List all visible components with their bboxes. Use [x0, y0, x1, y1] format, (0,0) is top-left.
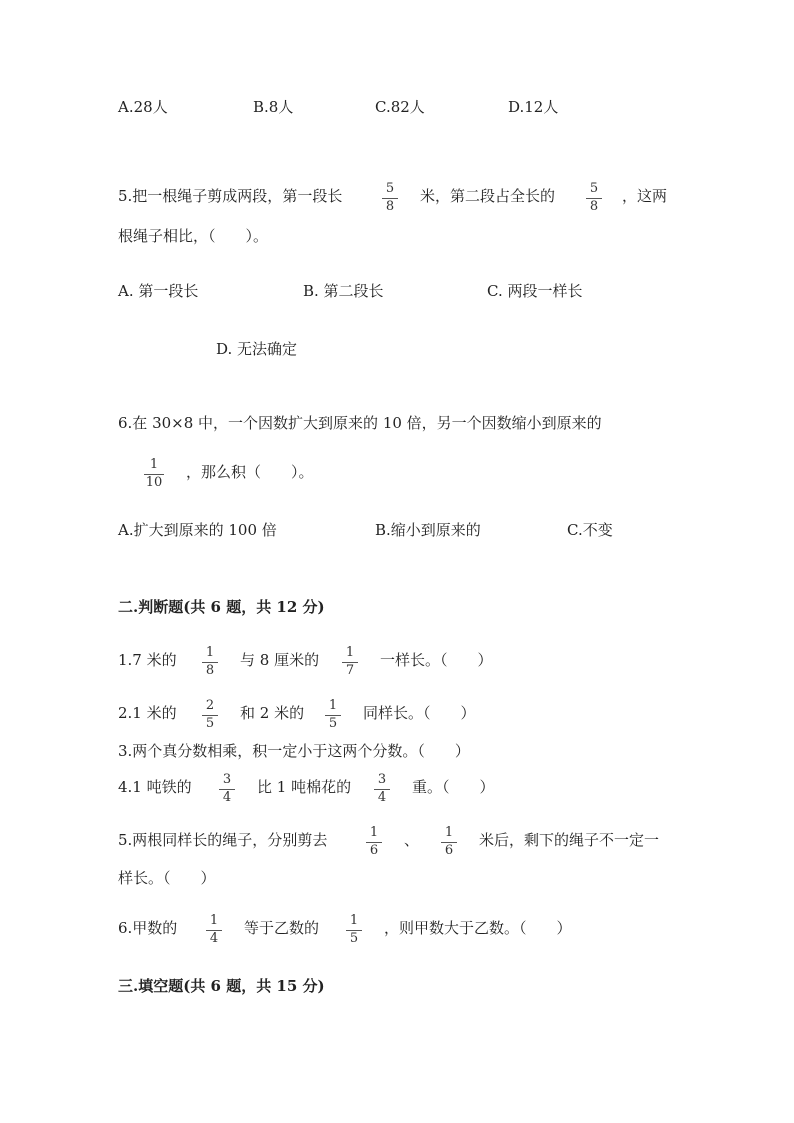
q5-option-b: B. 第二段长: [303, 282, 384, 300]
fraction-numerator: 3: [377, 772, 387, 787]
judge-item-6-part-c: ，则甲数大于乙数。（ ）: [384, 919, 572, 937]
judge-item-4-part-c: 重。（ ）: [412, 778, 495, 796]
q5-text-line2: 根绳子相比，（ ）。: [118, 227, 269, 245]
judge-item-5-line2: 样长。（ ）: [118, 869, 216, 887]
judge-item-4-part-b: 比 1 吨棉花的: [257, 778, 352, 796]
q6-fraction: [142, 458, 166, 491]
fraction-numerator: 1: [205, 645, 215, 660]
judge-item-2-fraction-1: [200, 699, 220, 732]
q5-option-a: A. 第一段长: [118, 282, 199, 300]
judge-item-5-part-c: 米后，剩下的绳子不一定一: [479, 831, 660, 849]
q5-fraction-1: [380, 182, 400, 215]
fraction-numerator: 1: [345, 645, 355, 660]
q5-option-d: D. 无法确定: [216, 340, 298, 358]
fraction-numerator: 1: [444, 825, 454, 840]
fraction-denominator: 5: [328, 716, 338, 731]
q5-text-part1: 5.把一根绳子剪成两段，第一段长: [118, 187, 343, 205]
judge-item-5-part-b: 、: [404, 831, 420, 849]
fraction-denominator: 6: [444, 843, 454, 858]
q5-fraction-2: [584, 182, 604, 215]
q6-text-line1: 6.在 30×8 中，一个因数扩大到原来的 10 倍，另一个因数缩小到原来的: [118, 414, 602, 432]
section-heading-fill-in: 三.填空题(共 6 题，共 15 分): [118, 977, 325, 995]
fraction-denominator: 4: [209, 931, 219, 946]
judge-item-6-part-b: 等于乙数的: [244, 919, 320, 937]
q6-option-c: C.不变: [567, 521, 613, 539]
section-heading-judgement: 二.判断题(共 6 题，共 12 分): [118, 598, 325, 616]
judge-item-1-fraction-2: [340, 646, 360, 679]
q4-option-c: C.82人: [375, 98, 425, 116]
judge-item-4-fraction-2: [372, 773, 392, 806]
fraction-denominator: 4: [222, 790, 232, 805]
judge-item-2-part-c: 同样长。（ ）: [363, 704, 476, 722]
fraction-numerator: 1: [328, 698, 338, 713]
fraction-denominator: 8: [205, 663, 215, 678]
fraction-denominator: 4: [377, 790, 387, 805]
fraction-numerator: 1: [209, 913, 219, 928]
judge-item-4-part-a: 4.1 吨铁的: [118, 778, 192, 796]
fraction-denominator: 6: [369, 843, 379, 858]
fraction-numerator: 5: [589, 181, 599, 196]
judge-item-6-fraction-2: [344, 914, 364, 947]
fraction-numerator: 1: [349, 913, 359, 928]
judge-item-5-fraction-1: [364, 826, 384, 859]
q5-text-part2: 米，第二段占全长的: [420, 187, 556, 205]
fraction-denominator: 7: [345, 663, 355, 678]
judge-item-1-part-b: 与 8 厘米的: [240, 651, 320, 669]
judge-item-2-fraction-2: [323, 699, 343, 732]
fraction-numerator: 1: [149, 457, 159, 472]
q6-text-line2: ，那么积（ ）。: [186, 463, 314, 481]
q4-option-b: B.8人: [253, 98, 294, 116]
judge-item-1-part-c: 一样长。（ ）: [380, 651, 493, 669]
judge-item-2-part-b: 和 2 米的: [240, 704, 305, 722]
judge-item-1-fraction-1: [200, 646, 220, 679]
judge-item-5-fraction-2: [439, 826, 459, 859]
judge-item-2-part-a: 2.1 米的: [118, 704, 177, 722]
fraction-denominator: 8: [589, 199, 599, 214]
fraction-denominator: 5: [205, 716, 215, 731]
judge-item-6-part-a: 6.甲数的: [118, 919, 178, 937]
q4-option-a: A.28人: [118, 98, 168, 116]
judge-item-1-part-a: 1.7 米的: [118, 651, 177, 669]
judge-item-6-fraction-1: [204, 914, 224, 947]
judge-item-5-part-a: 5.两根同样长的绳子，分别剪去: [118, 831, 328, 849]
fraction-denominator: 8: [385, 199, 395, 214]
fraction-numerator: 2: [205, 698, 215, 713]
fraction-denominator: 10: [145, 475, 163, 490]
judge-item-3: 3.两个真分数相乘，积一定小于这两个分数。（ ）: [118, 742, 470, 760]
fraction-numerator: 5: [385, 181, 395, 196]
q6-option-a: A.扩大到原来的 100 倍: [118, 521, 277, 539]
fraction-denominator: 5: [349, 931, 359, 946]
q6-option-b: B.缩小到原来的: [375, 521, 481, 539]
fraction-numerator: 1: [369, 825, 379, 840]
fraction-numerator: 3: [222, 772, 232, 787]
judge-item-4-fraction-1: [217, 773, 237, 806]
q4-option-d: D.12人: [508, 98, 559, 116]
q5-option-c: C. 两段一样长: [487, 282, 583, 300]
q5-text-part3: ，这两: [622, 187, 668, 205]
